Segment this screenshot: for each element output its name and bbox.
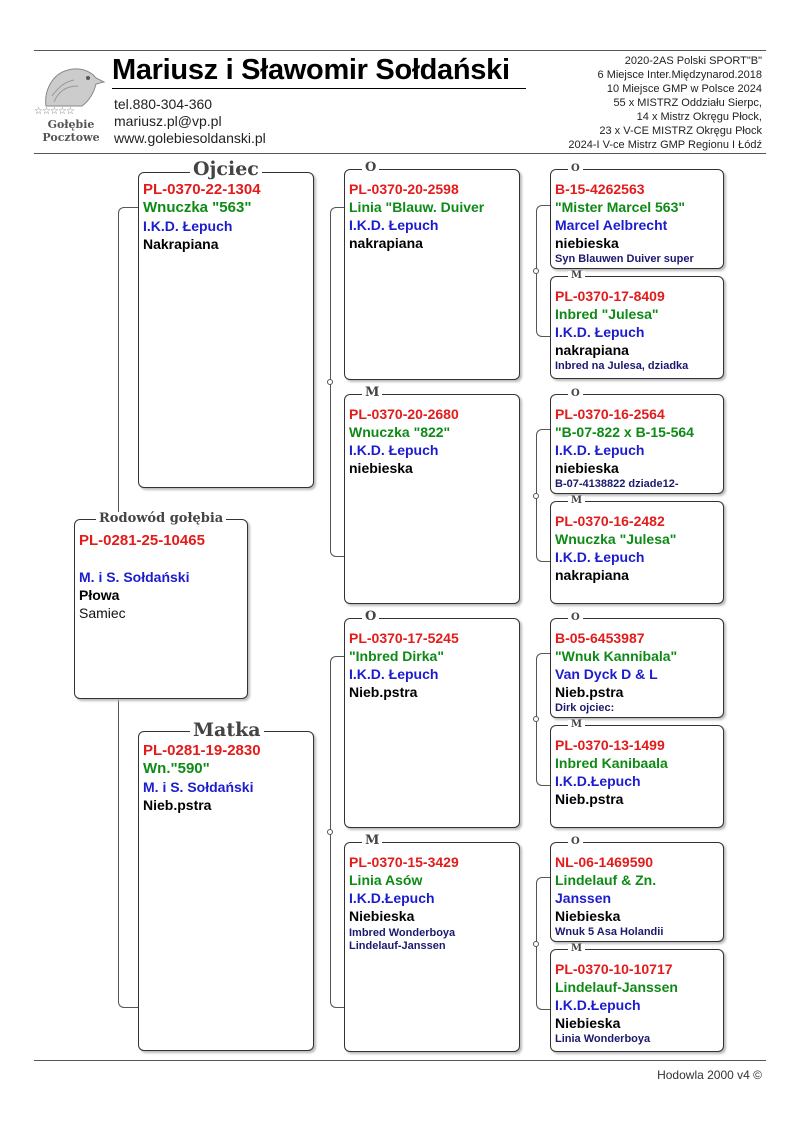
ring-number: PL-0370-16-2482 (555, 513, 665, 529)
great-grandparent-card[interactable] (550, 725, 724, 828)
connector-node (533, 493, 539, 499)
pigeon-name: Linia Asów (349, 872, 423, 888)
connector (330, 382, 344, 557)
ring-number: PL-0370-10-10717 (555, 961, 673, 977)
note: Inbred na Julesa, dziadka (555, 360, 689, 372)
breeder-name: Mariusz i Sławomir Sołdański (112, 54, 510, 86)
mother-label: Matka (190, 721, 264, 740)
color: Nieb.pstra (555, 791, 624, 807)
achievement-line: 14 x Mistrz Okręgu Płock, (636, 111, 762, 123)
note: Linia Wonderboya (555, 1033, 651, 1045)
breeder: I.K.D. Łepuch (555, 442, 645, 458)
granddam-paternal-card[interactable] (344, 394, 520, 604)
granddam-maternal-card[interactable] (344, 842, 520, 1052)
color: niebieska (555, 460, 619, 476)
software-credit: Hodowla 2000 v4 © (657, 1068, 762, 1082)
note: Lindelauf-Janssen (349, 940, 446, 952)
pigeon-name: Wnuczka "Julesa" (555, 531, 677, 547)
subject-label: Rodowód gołębia (96, 512, 226, 525)
breeder: I.K.D. Łepuch (349, 217, 439, 233)
color: Nieb.pstra (555, 684, 624, 700)
pigeon-name: Wnuczka "822" (349, 424, 451, 440)
sire-label: O (568, 164, 583, 174)
connector (536, 719, 550, 786)
ring-number: PL-0370-13-1499 (555, 737, 665, 753)
father-name: Wnuczka "563" (143, 199, 252, 216)
father-ring: PL-0370-22-1304 (143, 181, 261, 198)
connector-node (327, 829, 333, 835)
breeder: I.K.D.Łepuch (555, 773, 641, 789)
connector (536, 944, 550, 1010)
ring-number: PL-0370-15-3429 (349, 854, 459, 870)
achievement-line: 6 Miejsce Inter.Międzynarod.2018 (597, 69, 762, 81)
breeder: I.K.D. Łepuch (555, 324, 645, 340)
mother-color: Nieb.pstra (143, 797, 212, 813)
great-grandparent-card[interactable] (550, 276, 724, 379)
breeder: I.K.D.Łepuch (349, 890, 435, 906)
pigeon-name: Inbred Kanibaala (555, 755, 668, 771)
breeder: Van Dyck D & L (555, 666, 658, 682)
father-card[interactable] (138, 172, 314, 488)
connector (536, 496, 550, 562)
ring-number: NL-06-1469590 (555, 854, 654, 870)
connector (330, 207, 344, 382)
sire-label: O (568, 389, 583, 399)
connector (330, 832, 344, 1008)
dam-label: M (568, 496, 585, 506)
color: niebieska (349, 460, 413, 476)
breeder: I.K.D. Łepuch (555, 549, 645, 565)
grandsire-maternal-card[interactable] (344, 618, 520, 828)
pigeon-name: Linia "Blauw. Duiver (349, 199, 485, 215)
pigeon-name-continued: Janssen (555, 890, 612, 906)
header-bottom-rule (34, 153, 766, 154)
color: nakrapiana (555, 567, 629, 583)
ring-number: B-15-4262563 (555, 181, 645, 197)
color: nakrapiana (555, 342, 629, 358)
achievement-line: 23 x V-CE MISTRZ Okręgu Płock (599, 125, 762, 137)
color: Nieb.pstra (349, 684, 418, 700)
connector (536, 429, 550, 496)
connector-node (533, 716, 539, 722)
note: Syn Blauwen Duiver super (555, 253, 694, 265)
note: Dirk ojciec: (555, 702, 615, 714)
subject-owner: M. i S. Sołdański (79, 569, 190, 585)
phone: tel.880-304-360 (114, 96, 213, 112)
dam-label: M (568, 720, 585, 730)
pigeon-name: "Wnuk Kannibala" (555, 648, 678, 664)
mother-card[interactable] (138, 731, 314, 1051)
pigeon-name: Inbred "Julesa" (555, 306, 659, 322)
father-breeder: I.K.D. Łepuch (143, 218, 233, 234)
footer-rule (34, 1060, 766, 1061)
pigeon-name: "Mister Marcel 563" (555, 199, 686, 215)
logo-text: Gołębie Pocztowe (42, 118, 100, 144)
achievement-line: 55 x MISTRZ Oddziału Sierpc, (613, 97, 762, 109)
connector (330, 656, 344, 832)
dam-label: M (362, 834, 382, 847)
pigeon-name: "B-07-822 x B-15-564 (555, 424, 694, 440)
pigeon-name: "Inbred Dirka" (349, 648, 444, 664)
title-underline (112, 88, 526, 89)
great-grandparent-card[interactable] (550, 842, 724, 942)
mother-name: Wn."590" (143, 760, 210, 777)
achievement-line: 2020-2AS Polski SPORT"B" (624, 55, 762, 67)
connector (118, 698, 138, 1008)
subject-ring: PL-0281-25-10465 (79, 532, 205, 549)
father-color: Nakrapiana (143, 236, 219, 252)
color: Niebieska (555, 1015, 621, 1031)
connector (536, 877, 550, 944)
connector (536, 205, 550, 271)
note: B-07-4138822 dziade12- (555, 478, 679, 490)
connector-node (533, 941, 539, 947)
ring-number: PL-0370-20-2680 (349, 406, 459, 422)
connector-node (533, 268, 539, 274)
achievement-line: 2024-I V-ce Mistrz GMP Regionu I Łódź (568, 139, 762, 151)
stars-icon: ☆☆☆☆☆ (34, 106, 74, 117)
great-grandparent-card[interactable] (550, 949, 724, 1052)
breeder: I.K.D. Łepuch (349, 666, 439, 682)
color: nakrapiana (349, 235, 423, 251)
dam-label: M (362, 386, 382, 399)
subject-card[interactable] (74, 519, 248, 699)
subject-color: Płowa (79, 587, 120, 603)
dam-label: M (568, 944, 585, 954)
color: Niebieska (555, 908, 621, 924)
website-link[interactable]: www.golebiesoldanski.pl (114, 130, 266, 146)
sire-label: O (568, 837, 583, 847)
dam-label: M (568, 271, 585, 281)
connector (536, 653, 550, 719)
sire-label: O (362, 610, 379, 623)
great-grandparent-card[interactable] (550, 501, 724, 604)
color: Niebieska (349, 908, 415, 924)
achievement-line: 10 Miejsce GMP w Polsce 2024 (606, 83, 762, 95)
father-label: Ojciec (190, 160, 262, 179)
ring-number: PL-0370-17-8409 (555, 288, 665, 304)
sire-label: O (362, 161, 379, 174)
great-grandparent-card[interactable] (550, 618, 724, 718)
great-grandparent-card[interactable] (550, 169, 724, 269)
mother-ring: PL-0281-19-2830 (143, 742, 261, 759)
header-top-rule (34, 50, 766, 51)
sire-label: O (568, 613, 583, 623)
pigeon-name: Lindelauf & Zn. (555, 872, 657, 888)
ring-number: PL-0370-16-2564 (555, 406, 665, 422)
color: niebieska (555, 235, 619, 251)
great-grandparent-card[interactable] (550, 394, 724, 494)
grandsire-paternal-card[interactable] (344, 169, 520, 380)
pigeon-name: Lindelauf-Janssen (555, 979, 678, 995)
breeder: I.K.D. Łepuch (349, 442, 439, 458)
ring-number: PL-0370-17-5245 (349, 630, 459, 646)
connector-node (327, 379, 333, 385)
note: Wnuk 5 Asa Holandii (555, 926, 664, 938)
breeder: Marcel Aelbrecht (555, 217, 668, 233)
email[interactable]: mariusz.pl@vp.pl (114, 113, 222, 129)
ring-number: PL-0370-20-2598 (349, 181, 459, 197)
mother-breeder: M. i S. Sołdański (143, 779, 254, 795)
note: Imbred Wonderboya (349, 927, 456, 939)
breeder: I.K.D.Łepuch (555, 997, 641, 1013)
connector (118, 207, 138, 519)
connector (536, 271, 550, 337)
subject-sex: Samiec (79, 605, 126, 621)
ring-number: B-05-6453987 (555, 630, 645, 646)
